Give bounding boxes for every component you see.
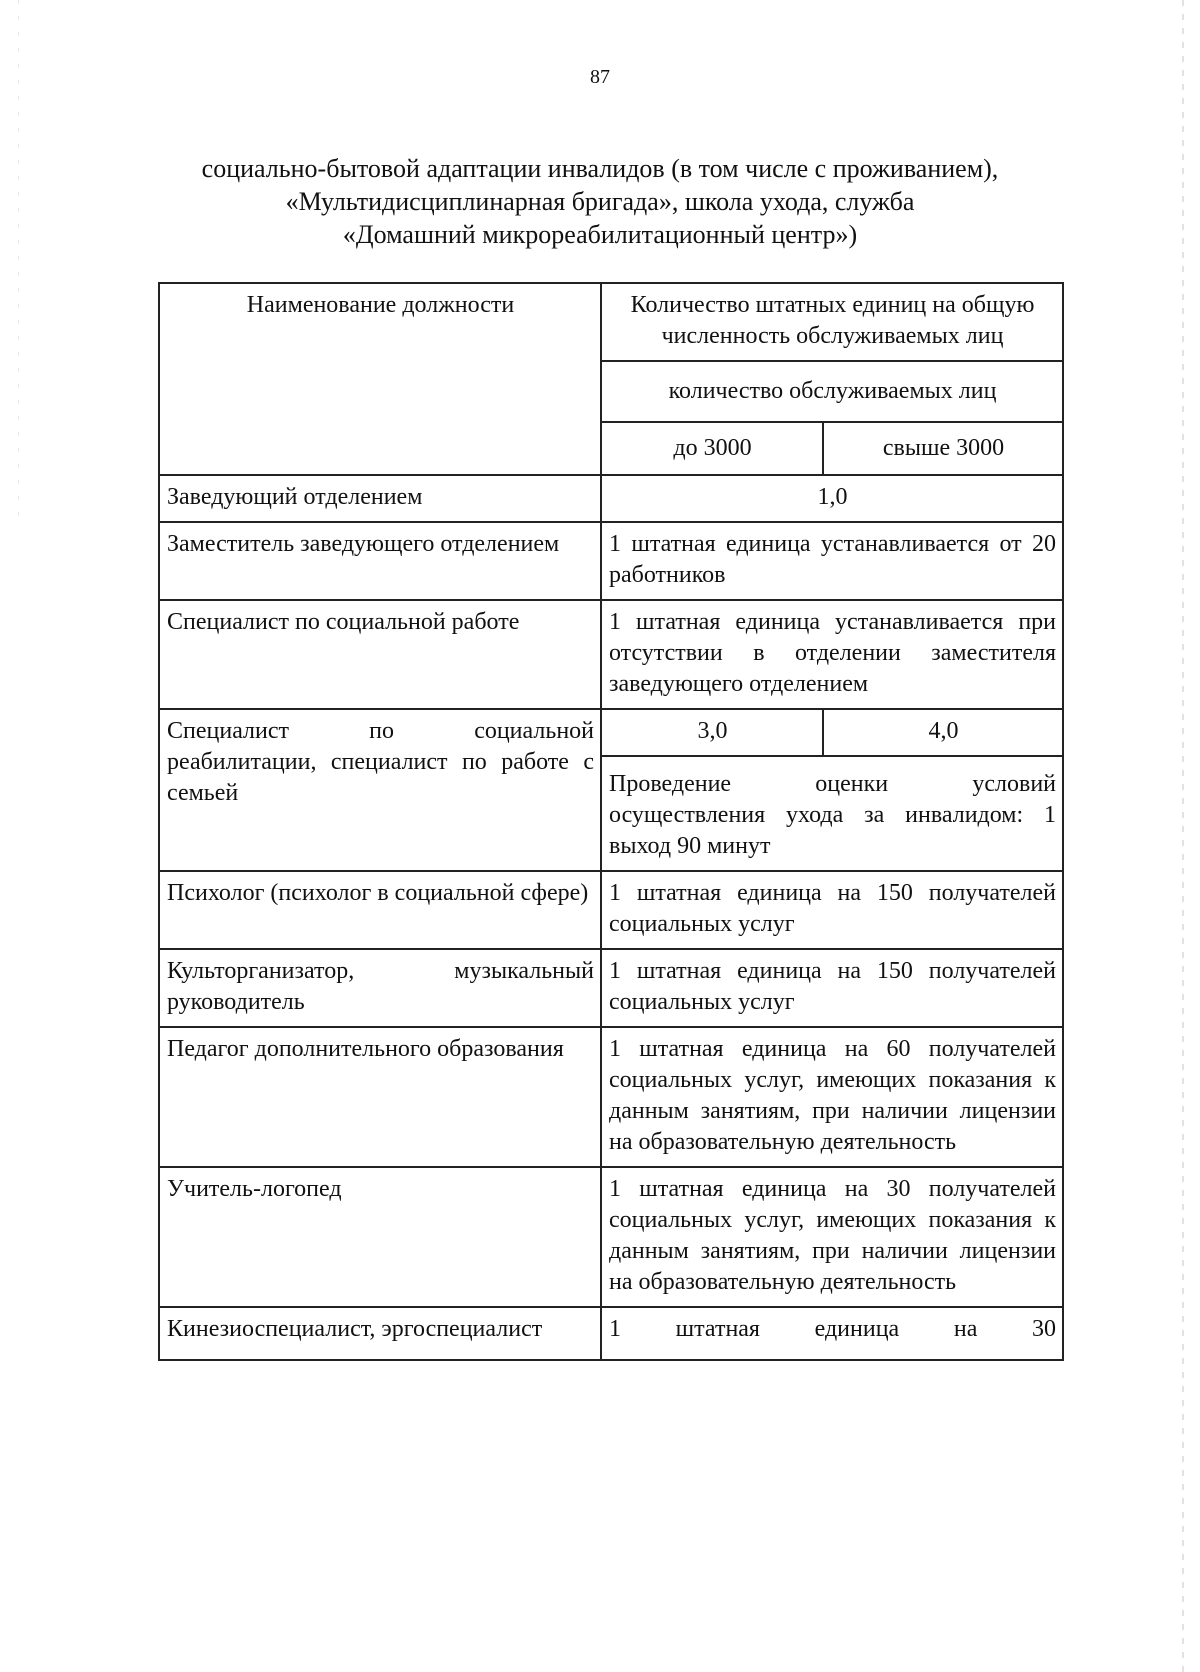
- row-value: 1 штатная единица на 30: [601, 1307, 1063, 1360]
- header-served-count: количество обслуживаемых лиц: [601, 361, 1063, 422]
- row-position: Кинезиоспециалист, эргоспециалист: [159, 1307, 601, 1360]
- row-value: 1 штатная единица устанавливается от 20 работников: [601, 522, 1063, 600]
- row-value: 1 штатная единица на 150 получателей социальных услуг: [601, 949, 1063, 1027]
- row-value: 1 штатная единица на 30 получателей социальных услуг, имеющих показания к данным занятиям, при наличии лицензии на образовательную деятельность: [601, 1167, 1063, 1307]
- table-row: [159, 871, 1063, 949]
- table-row: [159, 709, 1063, 756]
- table-row: [159, 1307, 1063, 1360]
- header-position: Наименование должности: [159, 283, 601, 475]
- row-note: Проведение оценки условий осуществления ухода за инвалидом: 1 выход 90 минут: [601, 756, 1063, 871]
- row-value: 1 штатная единица на 150 получателей социальных услуг: [601, 871, 1063, 949]
- section-heading: [140, 152, 1060, 251]
- header-over: свыше 3000: [823, 422, 1063, 475]
- header-up-to: до 3000: [601, 422, 823, 475]
- row-value-up-to: 3,0: [601, 709, 823, 756]
- table-row: [159, 600, 1063, 709]
- row-position: Педагог дополнительного образования: [159, 1027, 601, 1167]
- row-position: Специалист по социальной работе: [159, 600, 601, 709]
- row-position: Учитель-логопед: [159, 1167, 601, 1307]
- heading-line-2: «Мультидисциплинарная бригада», школа ухода, служба: [285, 187, 915, 216]
- row-position: Психолог (психолог в социальной сфере): [159, 871, 601, 949]
- table-row: [159, 949, 1063, 1027]
- row-value: 1,0: [601, 475, 1063, 522]
- row-position: Специалист по социальной реабилитации, специалист по работе с семьей: [159, 709, 601, 871]
- scan-edge: [1182, 0, 1184, 1672]
- heading-line-3: «Домашний микрореабилитационный центр»): [342, 220, 858, 249]
- heading-line-1: социально-бытовой адаптации инвалидов (в том числе с проживанием),: [201, 154, 999, 183]
- row-value-over: 4,0: [823, 709, 1063, 756]
- page-number: 87: [590, 66, 610, 88]
- row-position: Заведующий отделением: [159, 475, 601, 522]
- table-header-row: [159, 283, 1063, 361]
- table-row: [159, 522, 1063, 600]
- table-row: [159, 1027, 1063, 1167]
- row-position: Культорганизатор, музыкальный руководитель: [159, 949, 601, 1027]
- table-row: [159, 1167, 1063, 1307]
- header-staff-units: Количество штатных единиц на общую численность обслуживаемых лиц: [601, 283, 1063, 361]
- row-position: Заместитель заведующего отделением: [159, 522, 601, 600]
- row-value: 1 штатная единица устанавливается при отсутствии в отделении заместителя заведующего отделением: [601, 600, 1063, 709]
- row-value: 1 штатная единица на 60 получателей социальных услуг, имеющих показания к данным занятиям, при наличии лицензии на образовательную деятельность: [601, 1027, 1063, 1167]
- table-row: [159, 475, 1063, 522]
- staffing-table: [158, 282, 1064, 1361]
